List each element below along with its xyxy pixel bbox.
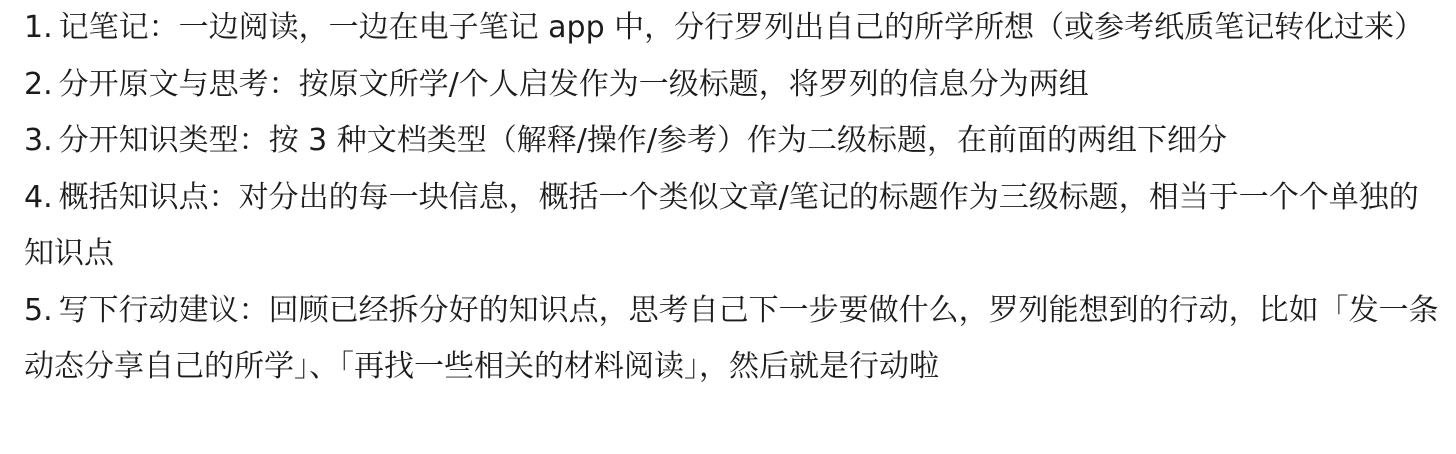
item-text: 记笔记：一边阅读，一边在电子笔记 app 中，分行罗列出自己的所学所想（或参考纸质笔记转化过来）: [58, 10, 1425, 45]
item-number: 1.: [24, 10, 53, 45]
document-body: [24, 0, 1444, 396]
list-item-5: [24, 283, 1444, 396]
item-number: 5.: [24, 292, 53, 328]
item-text: 分开原文与思考：按原文所学/个人启发作为一级标题，将罗列的信息分为两组: [58, 66, 1089, 102]
list-item-2: [24, 57, 1444, 114]
item-number: 3.: [24, 123, 53, 158]
item-number: 4.: [24, 179, 53, 215]
list-item-1: [24, 0, 1444, 57]
item-text: 概括知识点：对分出的每一块信息，概括一个类似文章/笔记的标题作为三级标题，相当于一个个单独的知识点: [24, 179, 1419, 271]
list-item-3: [24, 113, 1444, 170]
item-number: 2.: [24, 66, 53, 102]
item-text: 分开知识类型：按 3 种文档类型（解释/操作/参考）作为二级标题，在前面的两组下细分: [58, 123, 1227, 158]
list-item-4: [24, 170, 1444, 283]
item-text: 写下行动建议：回顾已经拆分好的知识点，思考自己下一步要做什么，罗列能想到的行动，比如「发一条动态分享自己的所学」、「再找一些相关的材料阅读」，然后就是行动啦: [24, 292, 1439, 384]
